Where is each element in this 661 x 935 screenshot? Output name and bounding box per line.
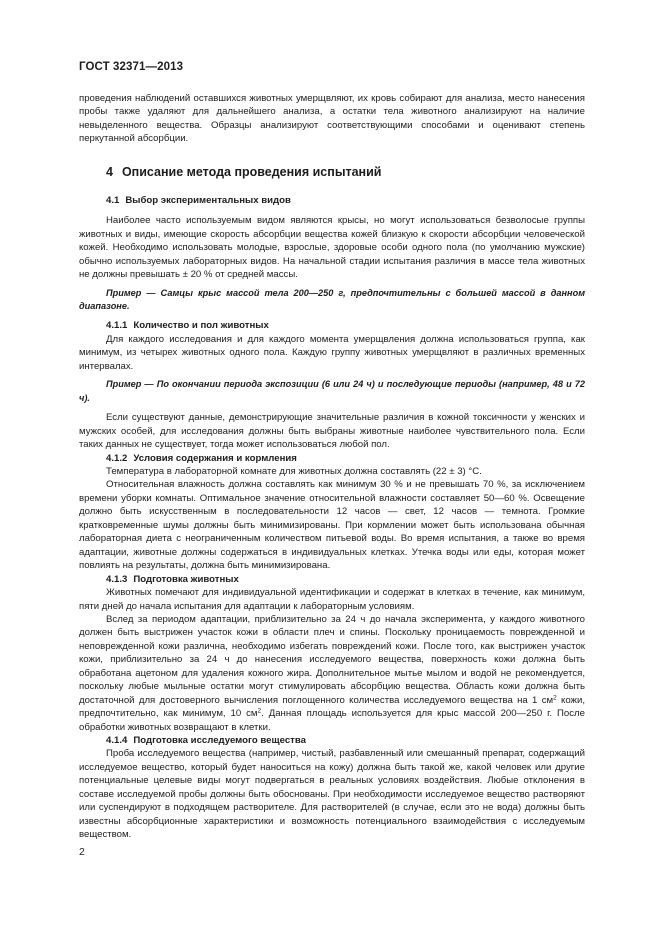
paragraph: Животных помечают для индивидуальной идентификации и содержат в клетках в течение, как минимум, пяти дней до начала испытания для адаптации к лабораторным условиям.	[79, 587, 585, 612]
page-number: 2	[79, 846, 85, 858]
section-title: Подготовка исследуемого вещества	[133, 735, 306, 747]
example-note: Пример — По окончании периода экспозиции (6 или 24 ч) и последующие периоды (например, 48 и 72 ч).	[79, 379, 585, 403]
paragraph: Наиболее часто используемым видом являются крысы, но могут использоваться безволосые группы животных и виды, имеющие скорость абсорбции вещества кожей близкую к скорости абсорбции человеческой кожей. Необходимо использовать молодые, взрослые, здоровые особи одного пола (по умолчанию мужские) обычно используемых лабораторных видов. На начальной стадии испытания различия в массе тела животных не должны превышать ± 20 % от средней массы.	[79, 215, 585, 281]
paragraph-text: Вслед за периодом адаптации, приблизительно за 24 ч до начала эксперимента, у каждого животного должен быть выстрижен участок кожи в области плеч и спины. Поскольку проницаемость поврежденной и неповрежденной кожи различна, необходимо избегать повреждений кожи. После того, как выстрижен участок кожи, приблизительно за 24 ч до нанесения исследуемого вещества, поверхность кожи должна быть обработана ацетоном для удаления кожного жира. Дополнительное мытье мылом и водой не рекомендуется, поскольку любые мыльные остатки могут стимулировать абсорбцию вещества. Область кожи должна быть достаточной для достоверного вычисления поглощенного количества исследуемого вещества на 1 см	[79, 613, 585, 706]
document-body	[79, 92, 585, 842]
paragraph	[79, 613, 585, 734]
section-4-1-2-heading	[106, 452, 585, 465]
superscript: 2	[257, 707, 262, 715]
paragraph-text: . Данная площадь используется для крыс массой 200—250 г. После обработки животных возвращают в клетки.	[79, 708, 585, 733]
section-number: 4.1	[106, 194, 120, 206]
section-4-1-3-heading	[106, 573, 585, 586]
intro-paragraph: проведения наблюдений оставшихся животных умерщвляют, их кровь собирают для анализа, место нанесения пробы также удаляют для дальнейшего анализа, а остатки тела животного анализируют на наличие невыделенного вещества. Образцы анализируют соответствующими способами и оценивают степень перкутанной абсорбции.	[79, 93, 585, 145]
section-title: Описание метода проведения испытаний	[121, 164, 382, 179]
superscript: 2	[553, 694, 557, 702]
section-title: Выбор экспериментальных видов	[125, 194, 291, 206]
paragraph: Проба исследуемого вещества (например, чистый, разбавленный или смешанный препарат, содержащий исследуемое вещество, который будет наноситься на кожу) должна быть такой же, какой человек или другие потенциальные целевые виды могут подвергаться в реальных условиях воздействия. Любые отклонения в составе исследуемой пробы должны быть обоснованы. При необходимости исследуемое вещество растворяют или суспендируют в подходящем растворителе. Для растворителей (в случае, если это не вода) должны быть известны абсорбционные характеристики и возможность потенциального взаимодействия с исследуемым веществом.	[79, 748, 585, 841]
section-number: 4.1.3	[106, 573, 128, 585]
section-4-1-4-heading	[106, 734, 585, 747]
section-title: Условия содержания и кормления	[133, 452, 297, 464]
section-4-heading	[106, 164, 585, 180]
section-4-1-1-heading	[106, 319, 585, 332]
section-number: 4	[106, 164, 113, 179]
document-code-header: ГОСТ 32371—2013	[79, 61, 184, 73]
section-4-1-heading	[106, 194, 585, 207]
section-number: 4.1.1	[106, 320, 128, 332]
section-number: 4.1.2	[106, 452, 128, 464]
paragraph: Если существуют данные, демонстрирующие значительные различия в кожной токсичности у женских и мужских особей, для исследования должны быть выбраны животные наиболее чувствительного пола. Если таких данных не существует, тогда может использоваться любой пол.	[79, 412, 585, 451]
paragraph: Для каждого исследования и для каждого момента умерщвления должна использоваться группа, как минимум, из четырех животных одного пола. Каждую группу животных умерщвляют в различных временных интервалах.	[79, 333, 585, 372]
example-note: Пример — Самцы крыс массой тела 200—250 г, предпочтительны с большей массой в данном диапазоне.	[79, 287, 585, 311]
paragraph: Относительная влажность должна составлять как минимум 30 % и не превышать 70 %, за исключением времени уборки комнаты. Оптимальное значение относительной влажности составляет 50—60 %. Освещение должно быть искусственным в последовательности 12 часов — свет, 12 часов — темнота. Громкие кратковременные шумы должны быть минимизированы. При кормлении может быть использована обычная лабораторная диета с неограниченным количеством питьевой воды. Во время испытания, а также во время адаптации, животные должны содержаться в индивидуальных клетках. Утечка воды или еды, которая может повлиять на результаты, должна быть минимизирована.	[79, 479, 585, 572]
section-number: 4.1.4	[106, 735, 128, 747]
paragraph: Температура в лабораторной комнате для животных должна составлять (22 ± 3) °С.	[106, 465, 482, 477]
paragraph-text: кожи, предпочтительно, как минимум, 10 см	[79, 694, 585, 720]
section-title: Подготовка животных	[133, 573, 239, 585]
section-title: Количество и пол животных	[133, 320, 269, 332]
